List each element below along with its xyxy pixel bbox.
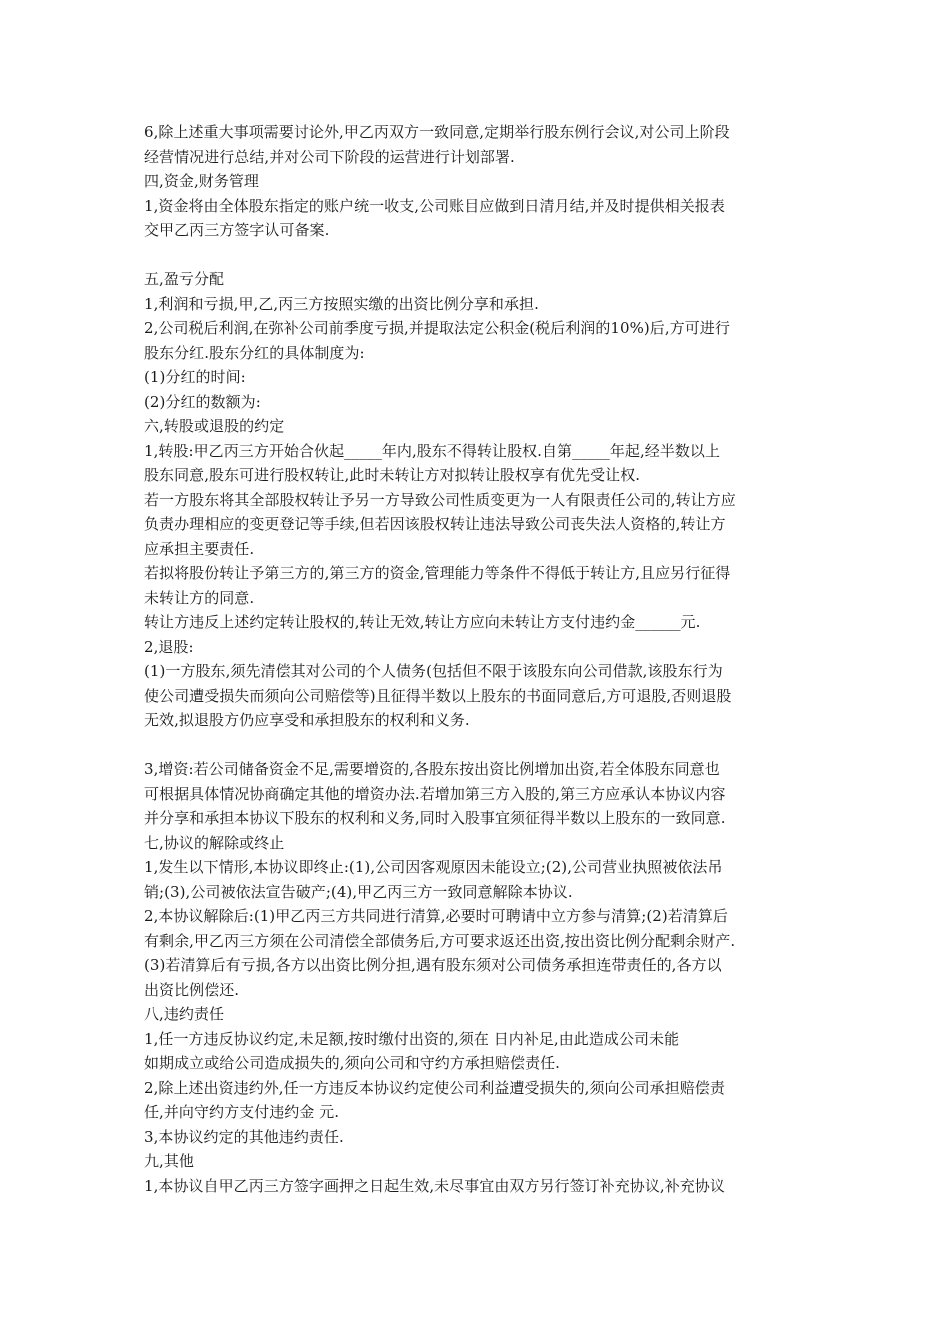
section-heading: 四,资金,财务管理	[144, 172, 259, 190]
text-line: 2,公司税后利润,在弥补公司前季度亏损,并提取法定公积金(税后利润的10%)后,方可进行	[144, 319, 730, 337]
text-line: 未转让方的同意.	[144, 588, 255, 607]
blank-line	[144, 243, 814, 268]
text-line: 3,本协议约定的其他违约责任.	[144, 1127, 344, 1146]
text-line: 1,利润和亏损,甲,乙,丙三方按照实缴的出资比例分享和承担.	[144, 294, 539, 313]
text-line: 转让方违反上述约定转让股权的,转让无效,转让方应向未转让方支付违约金______元.	[144, 613, 701, 631]
text-line: 并分享和承担本协议下股东的权利和义务,同时入股事宜须征得半数以上股东的一致同意.	[144, 809, 726, 827]
text-line: 股东分红.股东分红的具体制度为:	[144, 343, 365, 362]
section-heading: 七,协议的解除或终止	[144, 833, 285, 852]
text-line: 任,并向守约方支付违约金 元.	[144, 1103, 340, 1121]
text-line: 6,除上述重大事项需要讨论外,甲乙丙双方一致同意,定期举行股东例行会议,对公司上阶段	[144, 123, 730, 141]
section-heading: 九,其他	[144, 1152, 194, 1170]
text-line: 出资比例偿还.	[144, 980, 240, 999]
section-heading: 六,转股或退股的约定	[144, 417, 285, 435]
text-line: 1,本协议自甲乙丙三方签字画押之日起生效,未尽事宜由双方另行签订补充协议,补充协议	[144, 1176, 725, 1195]
section-heading: 八,违约责任	[144, 1005, 225, 1023]
blank-line	[144, 733, 814, 758]
text-line: 股东同意,股东可进行股权转让,此时未转让方对拟转让股权享有优先受让权.	[144, 466, 641, 484]
text-line: 若一方股东将其全部股权转让予另一方导致公司性质变更为一人有限责任公司的,转让方应	[144, 490, 736, 509]
text-line: 2,除上述出资违约外,任一方违反本协议约定使公司利益遭受损失的,须向公司承担赔偿责	[144, 1078, 725, 1097]
text-line: 2,本协议解除后:(1)甲乙丙三方共同进行清算,必要时可聘请中立方参与清算;(2)若清算后	[144, 907, 728, 925]
text-line: 3,增资:若公司储备资金不足,需要增资的,各股东按出资比例增加出资,若全体股东同意也	[144, 760, 720, 778]
text-line: (2)分红的数额为:	[144, 392, 261, 411]
text-line: 可根据具体情况协商确定其他的增资办法.若增加第三方入股的,第三方应承认本协议内容	[144, 784, 726, 803]
text-line: 若拟将股份转让予第三方的,第三方的资金,管理能力等条件不得低于转让方,且应另行征得	[144, 564, 731, 582]
text-line: (3)若清算后有亏损,各方以出资比例分担,遇有股东须对公司债务承担连带责任的,各方以	[144, 956, 722, 974]
text-line: (1)一方股东,须先清偿其对公司的个人债务(包括但不限于该股东向公司借款,该股东行为	[144, 662, 723, 680]
text-line: 1,任一方违反协议约定,未足额,按时缴付出资的,须在 日内补足,由此造成公司未能	[144, 1029, 680, 1048]
text-line: 负责办理相应的变更登记等手续,但若因该股权转让违法导致公司丧失法人资格的,转让方	[144, 515, 726, 533]
text-line: 销;(3),公司被依法宣告破产;(4),甲乙丙三方一致同意解除本协议.	[144, 882, 573, 901]
text-line: 有剩余,甲乙丙三方须在公司清偿全部债务后,方可要求返还出资,按出资比例分配剩余财产.	[144, 931, 736, 950]
text-line: 使公司遭受损失而须向公司赔偿等)且征得半数以上股东的书面同意后,方可退股,否则退股	[144, 686, 732, 705]
text-line: 经营情况进行总结,并对公司下阶段的运营进行计划部署.	[144, 147, 515, 166]
text-line: 应承担主要责任.	[144, 539, 255, 558]
text-line: 2,退股:	[144, 637, 194, 656]
text-line: 无效,拟退股方仍应享受和承担股东的权利和义务.	[144, 711, 470, 729]
text-line: 1,发生以下情形,本协议即终止:(1),公司因客观原因未能设立;(2),公司营业执照被依法吊	[144, 858, 723, 876]
text-line: 1,转股:甲乙丙三方开始合伙起_____年内,股东不得转让股权.自第_____年起,经半数以上	[144, 441, 721, 460]
text-line: 如期成立或给公司造成损失的,须向公司和守约方承担赔偿责任.	[144, 1054, 560, 1072]
text-line: 交甲乙丙三方签字认可备案.	[144, 221, 330, 239]
text-line: (1)分红的时间:	[144, 368, 246, 386]
text-line: 1,资金将由全体股东指定的账户统一收支,公司账目应做到日清月结,并及时提供相关报表	[144, 196, 725, 215]
section-heading: 五,盈亏分配	[144, 270, 225, 288]
document-page	[144, 120, 814, 1198]
